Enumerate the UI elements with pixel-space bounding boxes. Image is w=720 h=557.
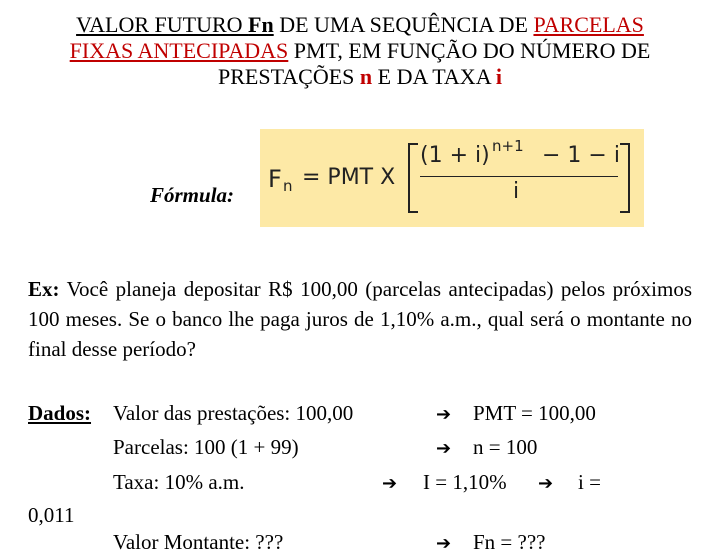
dados-row-3-right: i = <box>578 470 601 494</box>
formula-equals-pmt: = PMT X <box>302 165 396 190</box>
left-bracket <box>408 143 418 213</box>
title-red-text: FIXAS ANTECIPADAS <box>69 38 289 63</box>
title-red-text: PARCELAS <box>533 12 644 37</box>
title-text: PMT, EM FUNÇÃO DO NÚMERO DE <box>288 38 651 63</box>
arrow-icon: ➔ <box>436 438 452 459</box>
formula-label: Fórmula: <box>150 183 235 207</box>
formula-exponent: n+1 <box>492 137 524 155</box>
arrow-icon: ➔ <box>436 404 452 425</box>
title-text: E DA TAXA <box>372 64 496 89</box>
dados-row-4-left: 0,011 <box>28 503 75 527</box>
title-line-1 <box>0 12 720 38</box>
title-i: i <box>495 64 502 89</box>
right-bracket <box>620 143 630 213</box>
title-line-3 <box>0 64 720 90</box>
example-text: Você planeja depositar R$ 100,00 (parcelas antecipadas) pelos próximos 100 meses. Se o banco lhe paga juros de 1,10% a.m., qual será o montante no final desse período? <box>28 277 692 361</box>
dados-row-5-left: Valor Montante: ??? <box>113 530 284 554</box>
formula-lhs-subscript: n <box>283 177 293 195</box>
dados-row-2-left: Parcelas: 100 (1 + 99) <box>113 435 299 459</box>
fraction-bar <box>420 176 618 177</box>
title-text: DE UMA SEQUÊNCIA DE <box>273 12 534 37</box>
title-text: PRESTAÇÕES <box>218 64 360 89</box>
title-n: n <box>359 64 373 89</box>
dados-row-3-mid: I = 1,10% <box>423 470 507 494</box>
title-fn: Fn <box>248 12 274 37</box>
formula-numerator-tail: − 1 − i <box>542 143 620 168</box>
dados-row-2-right: n = 100 <box>473 435 538 459</box>
dados-row-1-left: Valor das prestações: 100,00 <box>113 401 354 425</box>
formula-box <box>260 129 644 227</box>
dados-row-5-right: Fn = ??? <box>473 530 546 554</box>
page-title <box>0 12 720 90</box>
title-text: VALOR FUTURO <box>76 12 249 37</box>
formula-numerator: (1 + i) <box>420 143 490 168</box>
dados-row-1-right: PMT = 100,00 <box>473 401 596 425</box>
arrow-icon: ➔ <box>436 533 452 554</box>
example-paragraph <box>28 274 692 364</box>
formula-lhs: F <box>268 165 282 193</box>
dados-label: Dados: <box>28 401 92 425</box>
title-line-2 <box>0 38 720 64</box>
example-label: Ex: <box>28 277 60 301</box>
dados-row-3-left: Taxa: 10% a.m. <box>113 470 245 494</box>
arrow-icon: ➔ <box>538 473 554 494</box>
formula-denominator: i <box>513 179 520 204</box>
arrow-icon: ➔ <box>382 473 398 494</box>
